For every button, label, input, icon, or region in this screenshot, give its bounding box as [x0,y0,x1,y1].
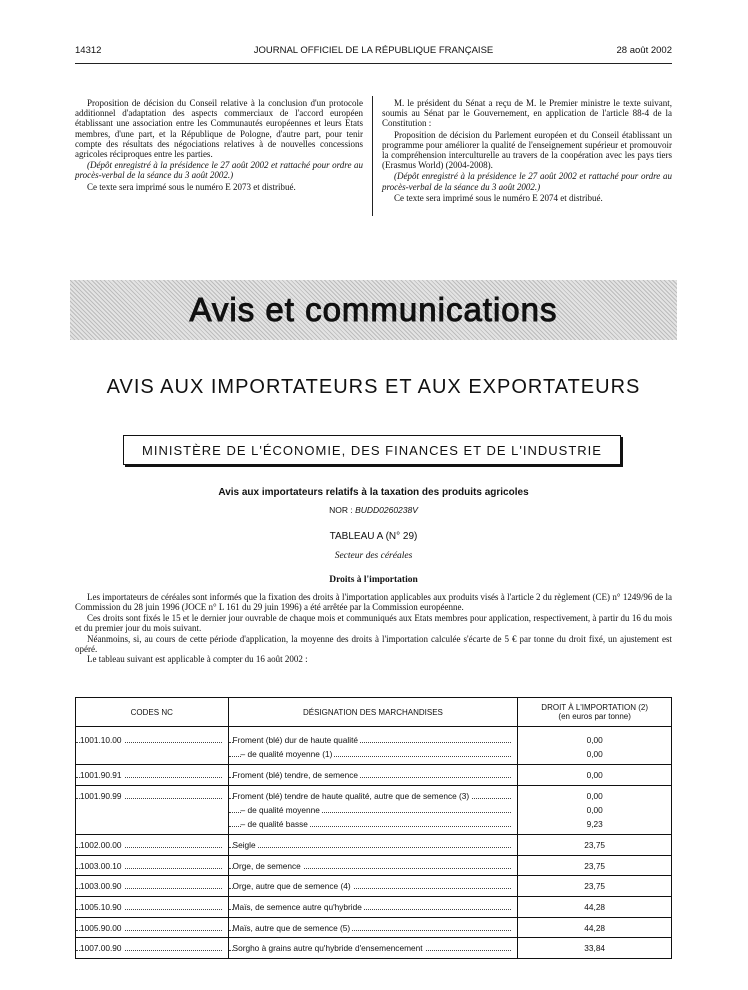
goods-label: – de qualité basse [240,818,308,829]
publication-date: 28 août 2002 [616,45,672,56]
designation-cell [228,765,518,786]
designation-line [229,789,518,803]
table-row [76,765,672,786]
duty-value: 0,00 [586,749,603,759]
nc-code: 1003.00.10 [80,860,122,871]
value-cell [518,765,672,786]
column-separator [372,96,373,216]
page-number: 14312 [75,45,102,56]
code-cell [76,938,229,959]
notice-body [75,592,672,665]
duty-value: 0,00 [586,790,603,801]
nor-label: NOR : [329,505,356,515]
designation-line [229,768,518,782]
left-paragraph-3: Ce texte sera imprimé sous le numéro E 2073 et distribué. [87,181,296,192]
nc-code: 1005.90.00 [80,922,122,933]
value-cell [518,897,672,918]
designation-cell [228,855,518,876]
designation-cell [228,785,518,834]
designation-line [229,900,518,914]
duty-value: 23,75 [584,840,606,851]
code-line [76,733,228,747]
code-line [76,900,228,914]
table-row [76,876,672,897]
goods-label: – de qualité moyenne (1) [240,749,333,759]
table-row [76,938,672,959]
value-cell [518,727,672,765]
duty-value: 23,75 [584,860,606,871]
code-cell [76,835,229,856]
header-droit-unit: (en euros par tonne) [558,712,631,721]
table-body [76,727,672,959]
duty-value: 44,28 [584,902,606,913]
nor-reference [70,505,677,515]
body-paragraph-1: Les importateurs de céréales sont informés que la fixation des droits à l'importation applicables aux produits visés à l'article 2 du règlement (CE) n° 1249/96 de la Commission du 28 juin 1996 (JOCE n° L 161 du 29 juin 1996) a été arrêtée par la Commission européenne. [75,592,672,613]
left-column [75,98,363,193]
body-paragraph-2: Ces droits sont fixés le 15 et le dernier jour ouvrable de chaque mois et communiqués aux Etats membres pour application, respectivement, à partir du 16 du mois et du premier jour du mois suivant. [75,612,672,634]
code-line [76,879,228,893]
table-header-row [76,698,672,727]
duty-value: 0,00 [586,770,603,781]
header-droit [518,698,672,727]
designation-line [229,747,518,761]
goods-label: Orge, de semence [232,860,301,871]
table-row [76,855,672,876]
sector-label: Secteur des céréales [334,551,413,561]
code-cell [76,765,229,786]
header-codes-nc: CODES NC [76,698,229,727]
code-line [76,838,228,852]
code-line [76,859,228,873]
designation-cell [228,876,518,897]
table-row [76,897,672,918]
designation-line [229,921,518,935]
value-cell [518,855,672,876]
nor-value: BUDD0260238V [355,505,418,515]
leader-dots [229,847,512,848]
value-cell [518,876,672,897]
right-paragraph-3: (Dépôt enregistré à la présidence le 27 août 2002 et rattaché pour ordre au procès-verbal de la séance du 3 août 2002.) [382,171,672,192]
code-cell [76,727,229,765]
value-cell [518,938,672,959]
right-paragraph-2: Proposition de décision du Parlement européen et du Conseil établissant un programme pour améliorer la qualité de l'enseignement supérieur et promouvoir la compréhension interculturelle au travers de la coopération avec les pays tiers (Erasmus World) (2004-2008). [382,129,672,171]
right-paragraph-1: M. le président du Sénat a reçu de M. le Premier ministre le texte suivant, soumis au Sénat par le Gouvernement, en application de l'article 88-4 de la Constitution : [382,98,672,129]
duty-value: 23,75 [584,881,606,892]
goods-label: Sorgho à grains autre qu'hybride d'ensemencement [232,943,423,954]
code-line [76,789,228,803]
banner-title: Avis et communications [189,291,558,328]
right-paragraph-4: Ce texte sera imprimé sous le numéro E 2074 et distribué. [394,192,603,203]
code-line [76,921,228,935]
designation-line [229,733,518,747]
table-row [76,917,672,938]
designation-line [229,859,518,873]
nc-code: 1003.00.90 [80,881,122,892]
table-row [76,727,672,765]
ministry-name: MINISTÈRE DE L'ÉCONOMIE, DES FINANCES ET DE L'INDUSTRIE [142,442,602,458]
notice-title: Avis aux importateurs relatifs à la taxation des produits agricoles [218,487,529,498]
left-paragraph-2: (Dépôt enregistré à la présidence le 27 août 2002 et rattaché pour ordre au procès-verbal de la séance du 3 août 2002.) [75,160,363,181]
value-cell [518,835,672,856]
duty-value: 44,28 [584,922,606,933]
goods-label: – de qualité moyenne [240,804,320,815]
value-cell [518,917,672,938]
goods-label: Seigle [232,840,256,851]
duty-value: 0,00 [586,735,603,745]
designation-cell [228,835,518,856]
goods-label: Maïs, de semence autre qu'hybride [232,902,362,913]
table-row [76,835,672,856]
nc-code: 1005.10.90 [80,902,122,913]
body-paragraph-4: Le tableau suivant est applicable à compter du 16 août 2002 : [87,654,308,665]
designation-cell [228,938,518,959]
code-cell [76,897,229,918]
designation-line [229,879,518,893]
designation-line [229,803,518,817]
code-cell [76,855,229,876]
left-paragraph-1: Proposition de décision du Conseil relative à la conclusion d'un protocole additionnel d'adaptation des aspects commerciaux de l'accord européen établissant une association entre les Communautés européennes et leurs Etats membres, d'une part, et la République de Pologne, d'autre part, pour tenir compte des résultats des négociations relatives à de nouvelles concessions agricoles réciproques entre les parties. [75,98,363,160]
goods-label: Froment (blé) dur de haute qualité [232,735,358,745]
nc-code: 1002.00.00 [80,840,122,851]
section-banner [70,280,677,340]
header-designation: DÉSIGNATION DES MARCHANDISES [228,698,518,727]
goods-label: Froment (blé) tendre, de semence [232,770,358,781]
droits-title: Droits à l'importation [329,575,418,585]
ministry-box [123,435,621,465]
value-cell [518,785,672,834]
tableau-label: TABLEAU A (N° 29) [329,531,418,542]
duty-value: 0,00 [586,804,603,815]
code-cell [76,785,229,834]
designation-cell [228,917,518,938]
nc-code: 1007.00.90 [80,943,122,954]
nc-code: 1001.90.99 [80,790,122,801]
designation-cell [228,897,518,918]
journal-title: JOURNAL OFFICIEL DE LA RÉPUBLIQUE FRANÇAISE [253,45,494,56]
nc-code: 1001.10.00 [80,735,122,745]
header-rule [75,63,672,64]
import-duties-table [75,697,672,959]
section-title: AVIS AUX IMPORTATEURS ET AUX EXPORTATEURS [106,376,641,398]
code-cell [76,917,229,938]
page-header [75,45,672,61]
code-line [76,768,228,782]
nc-code: 1001.90.91 [80,770,122,781]
duty-value: 9,23 [586,818,603,829]
code-line [76,941,228,955]
goods-label: Maïs, autre que de semence (5) [232,922,351,933]
goods-label: Orge, autre que de semence (4) [232,881,351,892]
designation-line [229,941,518,955]
code-cell [76,876,229,897]
goods-label: Froment (blé) tendre de haute qualité, autre que de semence (3) [232,790,470,801]
header-droit-label: DROIT À L'IMPORTATION (2) [541,703,649,712]
designation-cell [228,727,518,765]
designation-line [229,817,518,831]
designation-line [229,838,518,852]
duty-value: 33,84 [584,943,606,954]
body-paragraph-3: Néanmoins, si, au cours de cette période d'application, la moyenne des droits à l'importation calculée s'écarte de 5 € par tonne du droit fixé, un ajustement est opéré. [75,633,672,655]
table-row [76,785,672,834]
right-column [382,98,672,204]
